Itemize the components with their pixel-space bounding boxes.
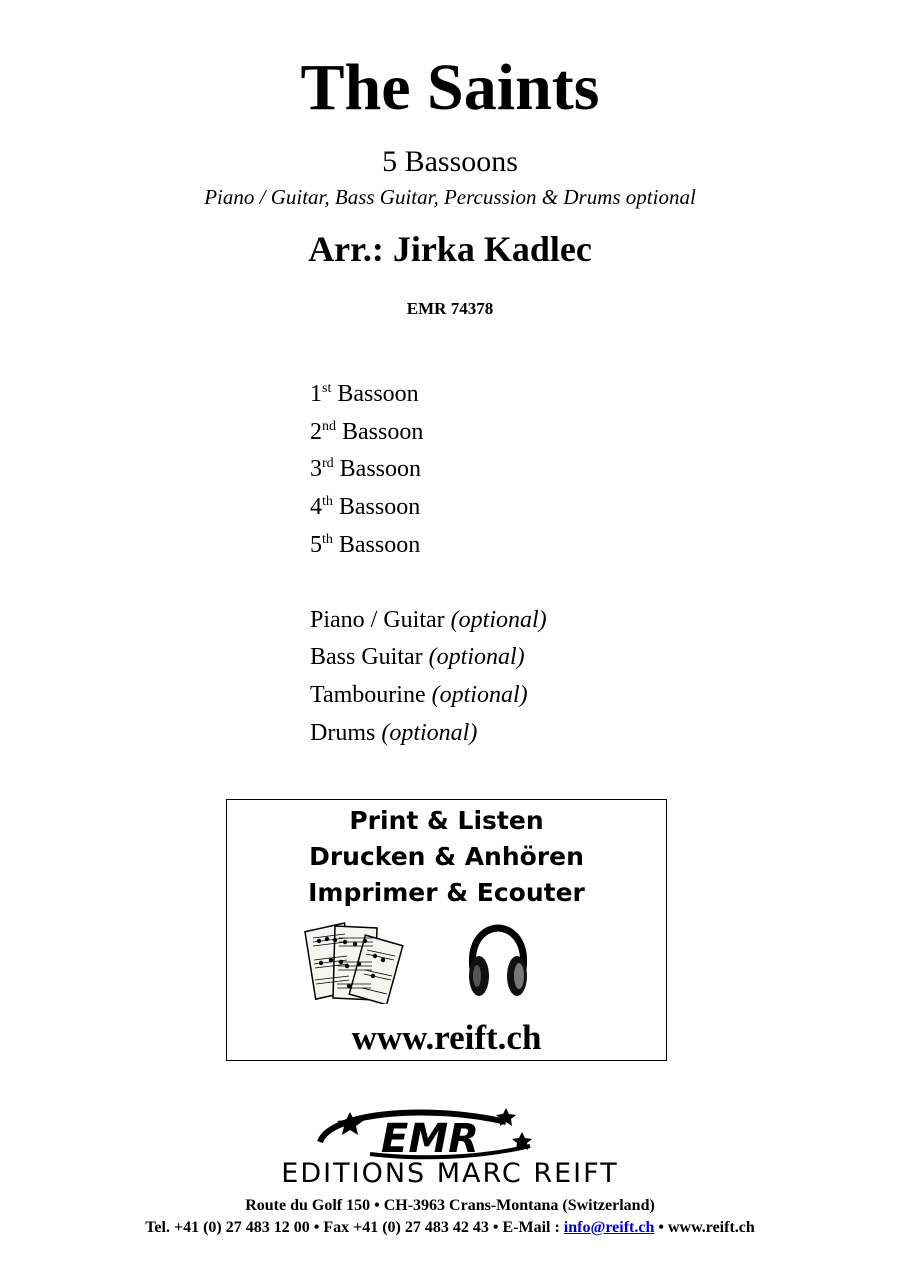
parts-spacer: [310, 565, 710, 602]
email-link[interactable]: info@reift.ch: [563, 1219, 655, 1236]
print-listen-box: [226, 799, 667, 1061]
optional-part-item: Drums (optional): [310, 719, 478, 746]
promo-icons: [227, 920, 666, 1004]
parts-list: [310, 376, 710, 752]
publisher-name: EDITIONS MARC REIFT: [281, 1158, 619, 1189]
optional-part-item: Piano / Guitar (optional): [310, 606, 547, 633]
part-item: 3rd Bassoon: [310, 456, 422, 483]
instrumentation-note: Piano / Guitar, Bass Guitar, Percussion & Drums optional: [204, 185, 696, 209]
promo-line-french: Imprimer & Ecouter: [308, 878, 585, 907]
svg-text:EMR: EMR: [381, 1116, 479, 1160]
publisher-address: Route du Golf 150 • CH-3963 Crans-Montana (Switzerland): [245, 1197, 655, 1214]
promo-line-german: Drucken & Anhören: [309, 842, 584, 871]
part-item: 1st Bassoon: [310, 381, 419, 407]
part-item: 4th Bassoon: [310, 494, 421, 521]
part-item: 2nd Bassoon: [310, 418, 424, 445]
headphones-icon: [465, 924, 531, 1000]
sheet-music-icon: [301, 920, 409, 1004]
emr-logo: [310, 1106, 550, 1160]
promo-line-english: Print & Listen: [349, 806, 544, 835]
optional-part-item: Bass Guitar (optional): [310, 644, 525, 671]
ensemble-subtitle: 5 Bassoons: [382, 145, 518, 178]
promo-website[interactable]: www.reift.ch: [351, 1018, 542, 1057]
catalog-number: EMR 74378: [406, 299, 494, 318]
part-item: 5th Bassoon: [310, 531, 421, 558]
arranger: Arr.: Jirka Kadlec: [308, 229, 592, 269]
optional-part-item: Tambourine (optional): [310, 681, 528, 708]
page-title: The Saints: [300, 51, 600, 124]
publisher-contact: Tel. +41 (0) 27 483 12 00 • Fax +41 (0) 27 483 42 43 • E-Mail : info@reift.ch • www.reift.ch: [145, 1219, 755, 1236]
